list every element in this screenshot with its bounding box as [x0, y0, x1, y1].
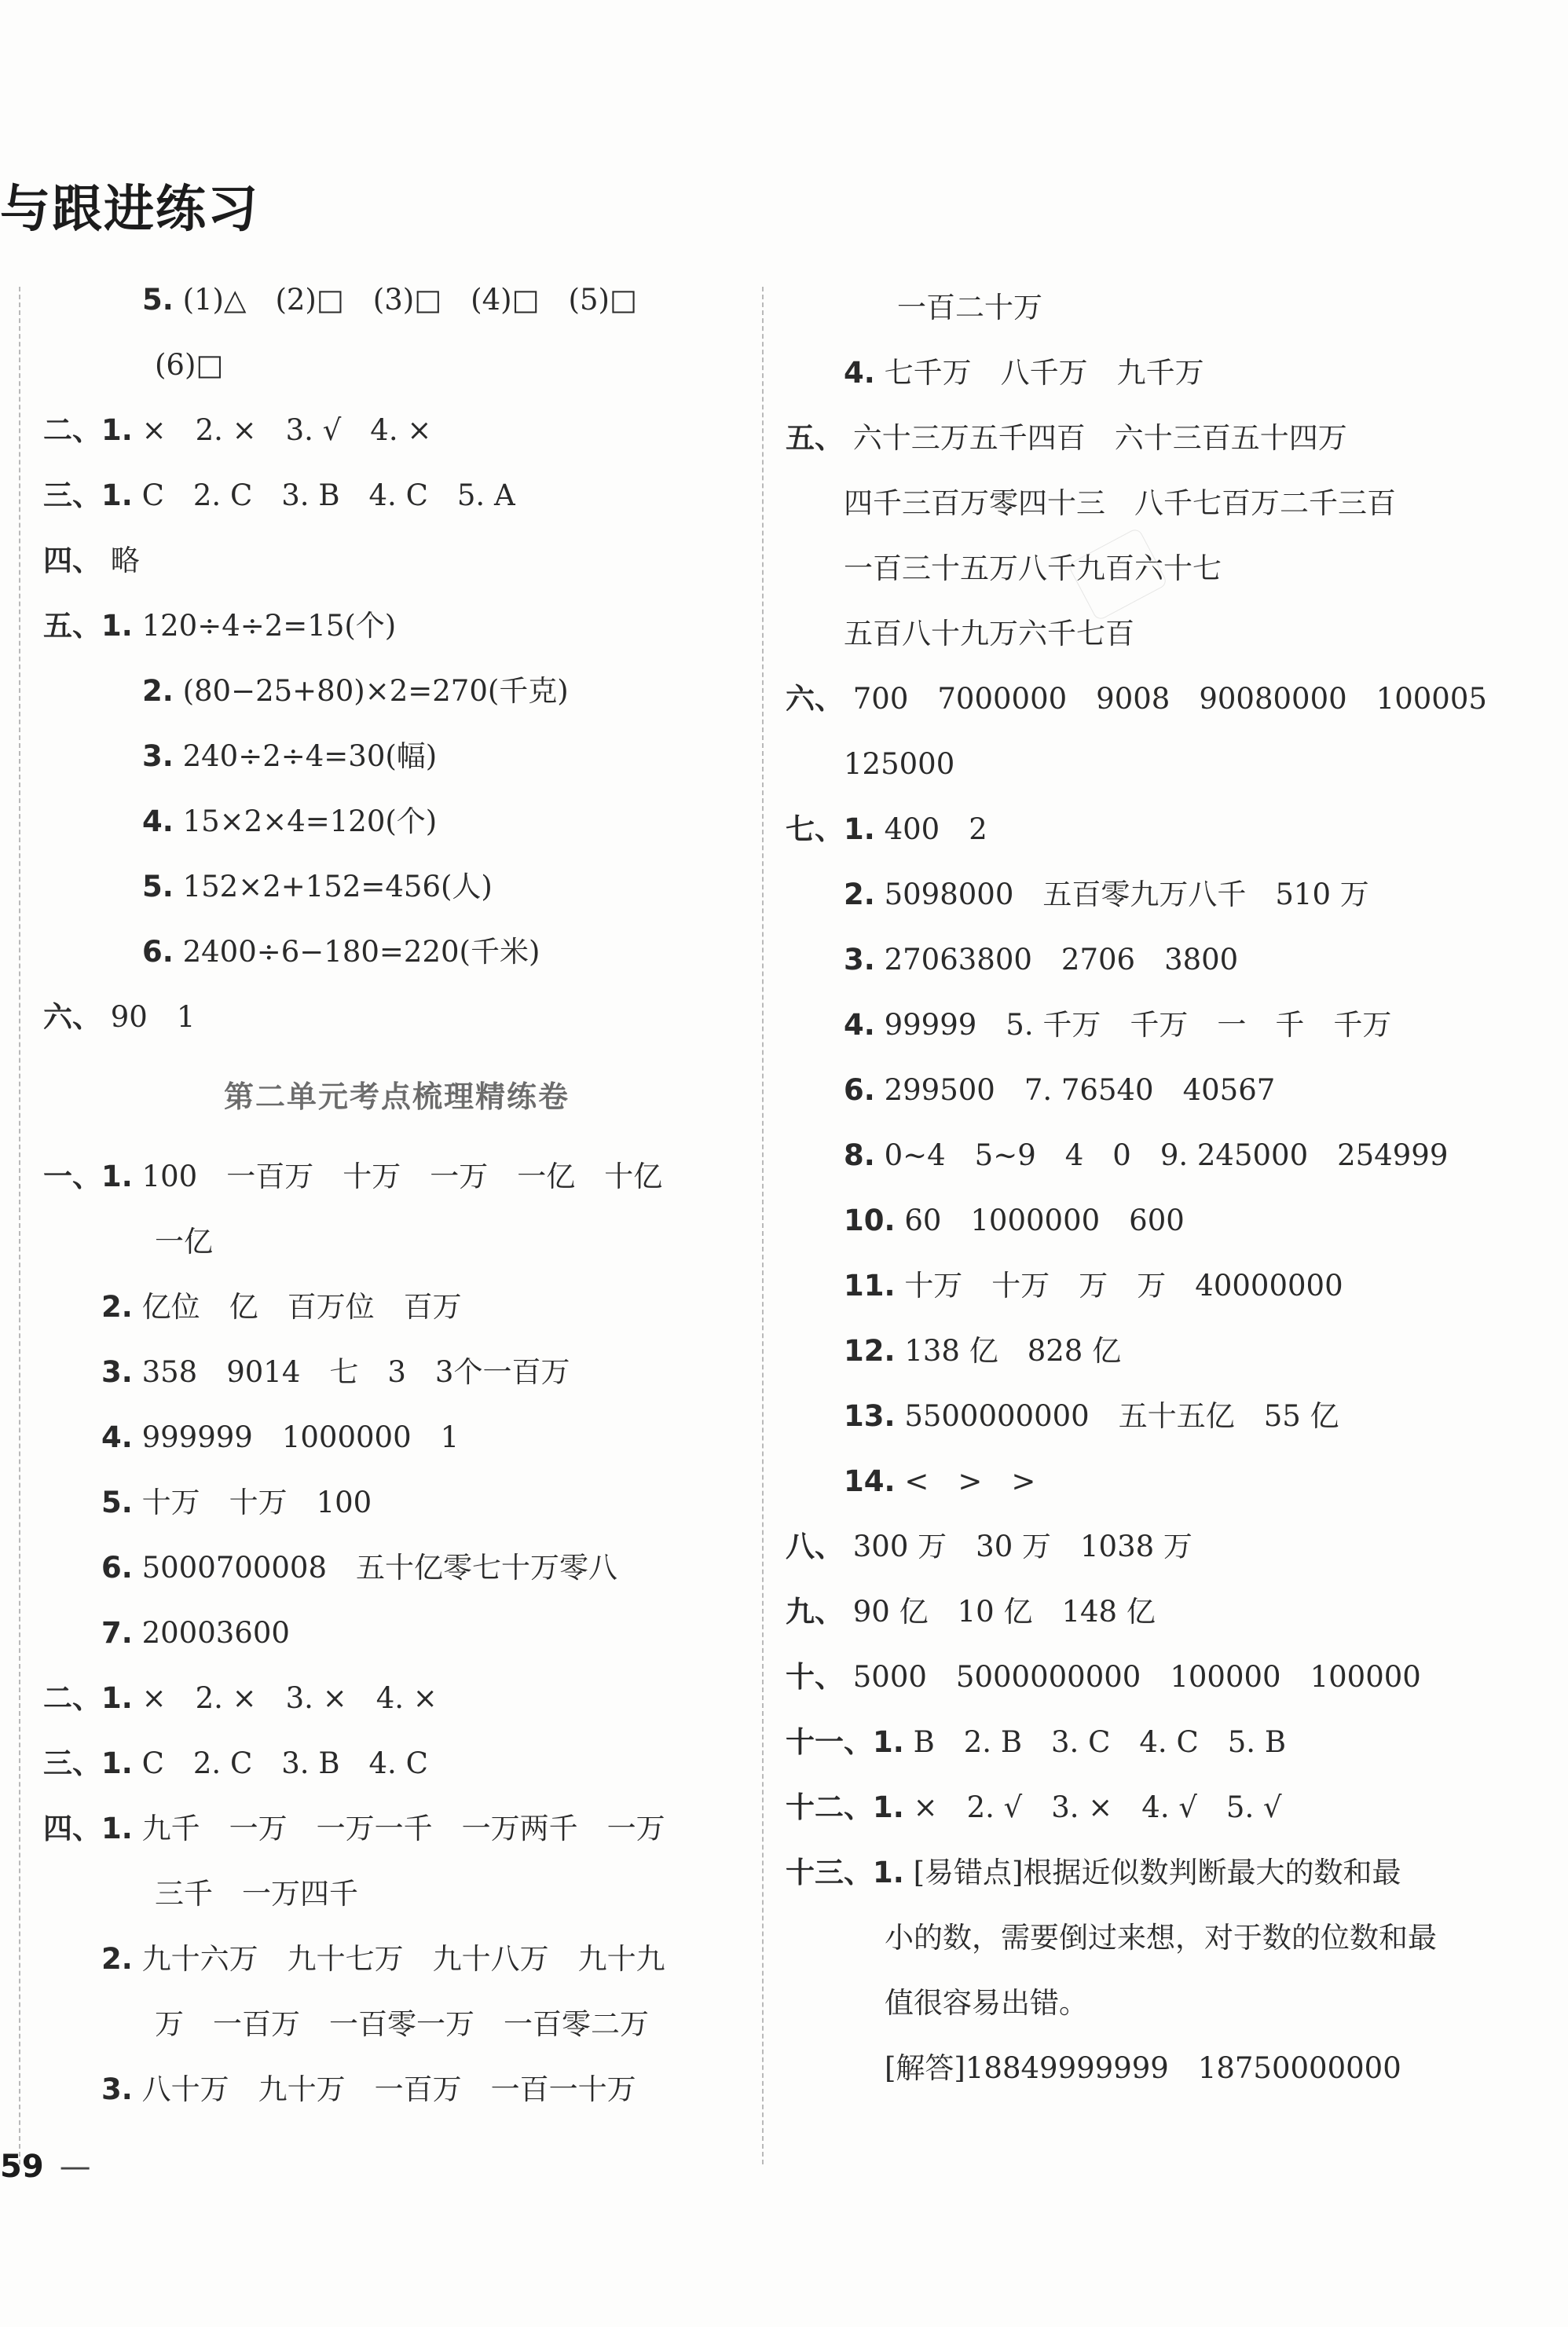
item-number: 3. — [142, 739, 174, 773]
answer-line — [786, 1775, 1540, 1840]
answer-text: (1)△ (2)□ (3)□ (4)□ (5)□ — [182, 283, 637, 317]
answer-line — [43, 1470, 750, 1535]
page-header-title: 与跟进练习 — [0, 181, 259, 239]
item-number: 2. — [101, 1290, 133, 1324]
answer-text: 五百八十九万六千七百 — [844, 617, 1134, 650]
page-number — [0, 2149, 91, 2185]
answer-text: 400 2 — [884, 812, 987, 846]
answer-line — [786, 1905, 1540, 1970]
answer-text: 299500 7. 76540 40567 — [884, 1073, 1276, 1107]
answer-line — [786, 1253, 1540, 1318]
answer-text: 20003600 — [141, 1616, 290, 1650]
answer-line — [43, 1209, 750, 1274]
item-number: 2. — [101, 1942, 133, 1976]
left-answer-column — [43, 267, 750, 2122]
answer-line — [43, 398, 750, 463]
answer-text: 一百二十万 — [897, 291, 1042, 324]
answer-line — [43, 1926, 750, 1992]
answer-text: 15×2×4=120(个) — [182, 804, 438, 838]
item-number: 4. — [844, 356, 875, 390]
answer-line — [786, 536, 1540, 601]
answer-line — [786, 1383, 1540, 1449]
answer-line — [43, 1861, 750, 1926]
answer-text: 九千 一万 一万一千 一万两千 一万 — [141, 1812, 665, 1845]
item-number: 6. — [844, 1073, 875, 1107]
answer-text: × 2. × 3. × 4. × — [141, 1681, 438, 1715]
item-number: 3. — [101, 1355, 133, 1389]
answer-text: 999999 1000000 1 — [141, 1420, 460, 1454]
item-number: 11. — [844, 1269, 896, 1303]
answer-text: 100 一百万 十万 一万 一亿 十亿 — [141, 1160, 663, 1193]
answer-text: (80−25+80)×2=270(千克) — [182, 674, 569, 708]
item-number: 5. — [142, 283, 174, 317]
answer-text: 152×2+152=456(人) — [182, 870, 493, 903]
item-number: 4. — [142, 804, 174, 838]
answer-text: 略 — [110, 544, 140, 577]
answer-text: 四千三百万零四十三 八千七百万二千三百 — [844, 486, 1396, 520]
item-number: 七、1. — [786, 812, 875, 846]
item-number: 6. — [101, 1551, 133, 1585]
page-number-value: 59 — [0, 2149, 44, 2185]
item-number: 十三、1. — [786, 1856, 904, 1889]
item-number: 三、1. — [43, 478, 133, 512]
answer-line — [786, 2036, 1540, 2101]
answer-line — [43, 658, 750, 724]
answer-line — [43, 724, 750, 789]
answer-text: B 2. B 3. C 4. C 5. B — [913, 1725, 1287, 1759]
answer-line — [43, 1796, 750, 1861]
answer-line — [43, 1731, 750, 1796]
answer-text: 十万 十万 100 — [141, 1486, 372, 1519]
answer-text: 138 亿 828 亿 — [904, 1334, 1122, 1368]
answer-text: 90 亿 10 亿 148 亿 — [852, 1595, 1156, 1629]
answer-text: 90 1 — [110, 1000, 196, 1034]
answer-text: 5000 5000000000 100000 100000 — [852, 1660, 1421, 1694]
answer-text: 5000700008 五十亿零七十万零八 — [141, 1551, 617, 1585]
item-number: 三、1. — [43, 1746, 133, 1780]
right-answer-column — [786, 275, 1540, 2101]
answer-line — [43, 1339, 750, 1405]
answer-text: 三千 一万四千 — [155, 1877, 358, 1911]
answer-line — [43, 2057, 750, 2122]
answer-text: 27063800 2706 3800 — [884, 943, 1239, 977]
answer-text: 2400÷6−180=220(千米) — [182, 935, 540, 969]
answer-text: [易错点]根据近似数判断最大的数和最 — [913, 1856, 1401, 1889]
answer-text: 240÷2÷4=30(幅) — [182, 739, 438, 773]
item-number: 4. — [844, 1008, 875, 1042]
answer-line — [786, 1840, 1540, 1905]
item-number: 二、1. — [43, 1681, 133, 1715]
item-number: 6. — [142, 935, 174, 969]
answer-line — [43, 332, 750, 398]
answer-text: 一亿 — [155, 1225, 213, 1259]
item-number: 四、 — [43, 544, 101, 577]
item-number: 2. — [142, 674, 174, 708]
item-number: 五、1. — [43, 609, 133, 643]
answer-text: C 2. C 3. B 4. C — [141, 1746, 428, 1780]
item-number: 7. — [101, 1616, 133, 1650]
item-number: 3. — [844, 943, 875, 977]
answer-line — [43, 463, 750, 528]
item-number: 十一、1. — [786, 1725, 904, 1759]
item-number: 3. — [101, 2072, 133, 2106]
answer-line — [786, 731, 1540, 797]
answer-line — [43, 789, 750, 854]
answer-text: × 2. × 3. √ 4. × — [141, 413, 432, 447]
answer-text: 十万 十万 万 万 40000000 — [904, 1269, 1343, 1303]
answer-line — [43, 528, 750, 593]
item-number: 14. — [844, 1464, 896, 1498]
answer-text: 358 9014 七 3 3个一百万 — [141, 1355, 570, 1389]
item-number: 2. — [844, 878, 875, 911]
answer-line — [43, 984, 750, 1050]
answer-line — [43, 1274, 750, 1339]
answer-text: [解答]18849999999 18750000000 — [885, 2051, 1401, 2085]
item-number: 5. — [101, 1486, 133, 1519]
section-title: 第二单元考点梳理精练卷 — [223, 1079, 570, 1114]
answer-line — [43, 1666, 750, 1731]
answer-text: 99999 5. 千万 千万 一 千 千万 — [884, 1008, 1392, 1042]
answer-line — [43, 593, 750, 658]
page-number-dash: — — [59, 2149, 91, 2185]
answer-text: 0∼4 5∼9 4 0 9. 245000 254999 — [884, 1138, 1449, 1172]
answer-line — [786, 1710, 1540, 1775]
item-number: 5. — [142, 870, 174, 903]
answer-text: 5098000 五百零九万八千 510 万 — [884, 878, 1369, 911]
answer-text: 120÷4÷2=15(个) — [141, 609, 397, 643]
item-number: 8. — [844, 1138, 875, 1172]
answer-text: < > > — [904, 1464, 1036, 1498]
answer-line — [786, 340, 1540, 405]
answer-line — [43, 919, 750, 984]
answer-line — [786, 405, 1540, 471]
answer-line — [786, 862, 1540, 927]
answer-text: 5500000000 五十五亿 55 亿 — [904, 1399, 1339, 1433]
answer-line — [43, 1144, 750, 1209]
item-number: 一、1. — [43, 1160, 133, 1193]
answer-text: 万 一百万 一百零一万 一百零二万 — [155, 2007, 649, 2041]
answer-line — [43, 854, 750, 919]
item-number: 12. — [844, 1334, 896, 1368]
item-number: 十二、1. — [786, 1790, 904, 1824]
item-number: 二、1. — [43, 413, 133, 447]
answer-text: 小的数，需要倒过来想，对于数的位数和最 — [885, 1921, 1437, 1955]
answer-line — [786, 797, 1540, 862]
answer-text: 七千万 八千万 九千万 — [884, 356, 1204, 390]
item-number: 九、 — [786, 1595, 844, 1629]
answer-line — [786, 927, 1540, 992]
answer-text: 一百三十五万八千九百六十七 — [844, 552, 1222, 585]
answer-text: 60 1000000 600 — [904, 1204, 1185, 1237]
answer-text: 值很容易出错。 — [885, 1986, 1088, 2020]
column-divider — [762, 287, 764, 2164]
answer-line — [786, 601, 1540, 666]
answer-text: 700 7000000 9008 90080000 100005 — [852, 682, 1487, 716]
item-number: 四、1. — [43, 1812, 133, 1845]
answer-line — [786, 666, 1540, 731]
answer-text: × 2. √ 3. × 4. √ 5. √ — [913, 1790, 1282, 1824]
answer-line — [786, 1188, 1540, 1253]
answer-line — [43, 267, 750, 332]
item-number: 八、 — [786, 1530, 844, 1563]
answer-line — [786, 1318, 1540, 1383]
answer-text: 九十六万 九十七万 九十八万 九十九 — [141, 1942, 665, 1976]
answer-line — [43, 1535, 750, 1600]
answer-line — [786, 1123, 1540, 1188]
item-number: 13. — [844, 1399, 896, 1433]
answer-line — [786, 1644, 1540, 1710]
item-number: 10. — [844, 1204, 896, 1237]
answer-line — [43, 1600, 750, 1666]
answer-text: 300 万 30 万 1038 万 — [852, 1530, 1192, 1563]
item-number: 4. — [101, 1420, 133, 1454]
item-number: 六、 — [43, 1000, 101, 1034]
item-number: 十、 — [786, 1660, 844, 1694]
answer-line — [43, 1992, 750, 2057]
answer-line — [786, 1514, 1540, 1579]
answer-line — [43, 1405, 750, 1470]
answer-text: 八十万 九十万 一百万 一百一十万 — [141, 2072, 636, 2106]
answer-line — [786, 1449, 1540, 1514]
answer-line — [786, 471, 1540, 536]
answer-line — [786, 1579, 1540, 1644]
item-number: 六、 — [786, 682, 844, 716]
answer-line — [786, 992, 1540, 1057]
answer-line — [786, 1970, 1540, 2036]
answer-text: 125000 — [844, 747, 955, 781]
answer-text: 六十三万五千四百 六十三百五十四万 — [852, 421, 1347, 455]
answer-text: 亿位 亿 百万位 百万 — [141, 1290, 462, 1324]
answer-line — [786, 1057, 1540, 1123]
left-margin-rule — [19, 287, 20, 2164]
item-number: 五、 — [786, 421, 844, 455]
answer-text: (6)□ — [155, 348, 224, 382]
answer-line — [786, 275, 1540, 340]
answer-text: C 2. C 3. B 4. C 5. A — [141, 478, 515, 512]
